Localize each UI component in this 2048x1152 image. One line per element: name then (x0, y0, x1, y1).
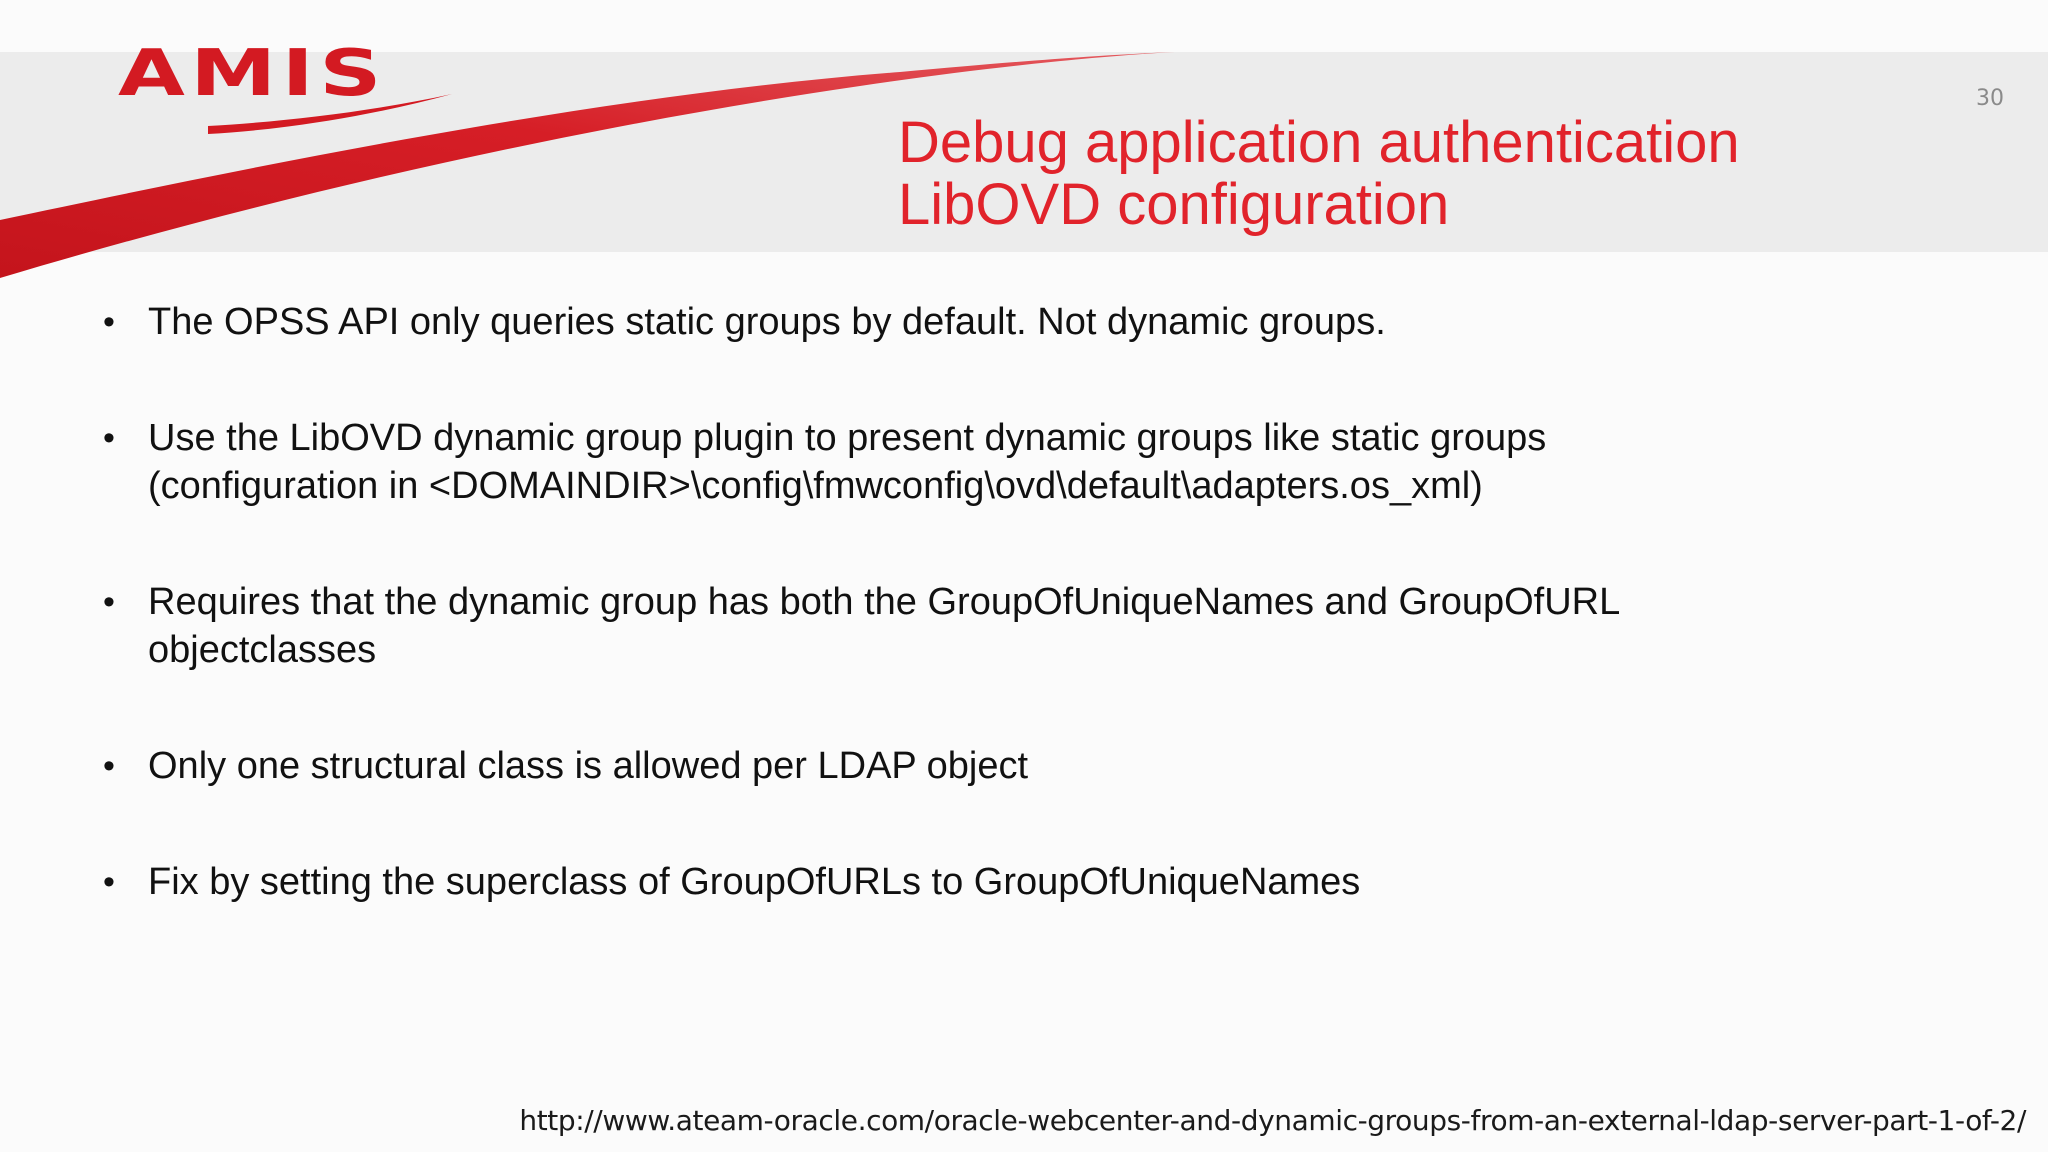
bullet-icon: • (103, 303, 115, 341)
bullet-item (100, 578, 1800, 674)
slide-number: 30 (1976, 86, 2004, 111)
amis-logo (110, 37, 460, 137)
bullet-item (100, 858, 1800, 906)
bullet-text: The OPSS API only queries static groups by default. Not dynamic groups. (148, 301, 1386, 343)
bullet-text: (configuration in <DOMAINDIR>\config\fmwconfig\ovd\default\adapters.os_xml) (148, 465, 1483, 507)
bullet-text: Use the LibOVD dynamic group plugin to present dynamic groups like static groups (148, 417, 1547, 459)
bullet-item (100, 298, 1800, 346)
bullet-icon: • (103, 583, 115, 621)
bullet-icon: • (103, 419, 115, 457)
bullet-icon: • (103, 747, 115, 785)
bullet-text: Only one structural class is allowed per LDAP object (148, 745, 1029, 787)
bullet-icon: • (103, 863, 115, 901)
bullet-list (100, 298, 1800, 974)
logo-swoosh-icon (110, 37, 460, 137)
bullet-item (100, 742, 1800, 790)
bullet-text: Requires that the dynamic group has both the GroupOfUniqueNames and GroupOfURL (148, 581, 1621, 623)
bullet-text: Fix by setting the superclass of GroupOfURLs to GroupOfUniqueNames (148, 861, 1361, 903)
logo-wordmark: AMIS (118, 37, 387, 111)
slide-title (898, 112, 1740, 236)
title-line: LibOVD configuration (898, 172, 1450, 237)
bullet-text: objectclasses (148, 629, 377, 671)
title-line: Debug application authentication (898, 110, 1740, 175)
source-url-link[interactable]: http://www.ateam-oracle.com/oracle-webcenter-and-dynamic-groups-from-an-external-ldap-server-part-1-of-2/ (519, 1104, 2026, 1137)
bullet-item (100, 414, 1800, 510)
